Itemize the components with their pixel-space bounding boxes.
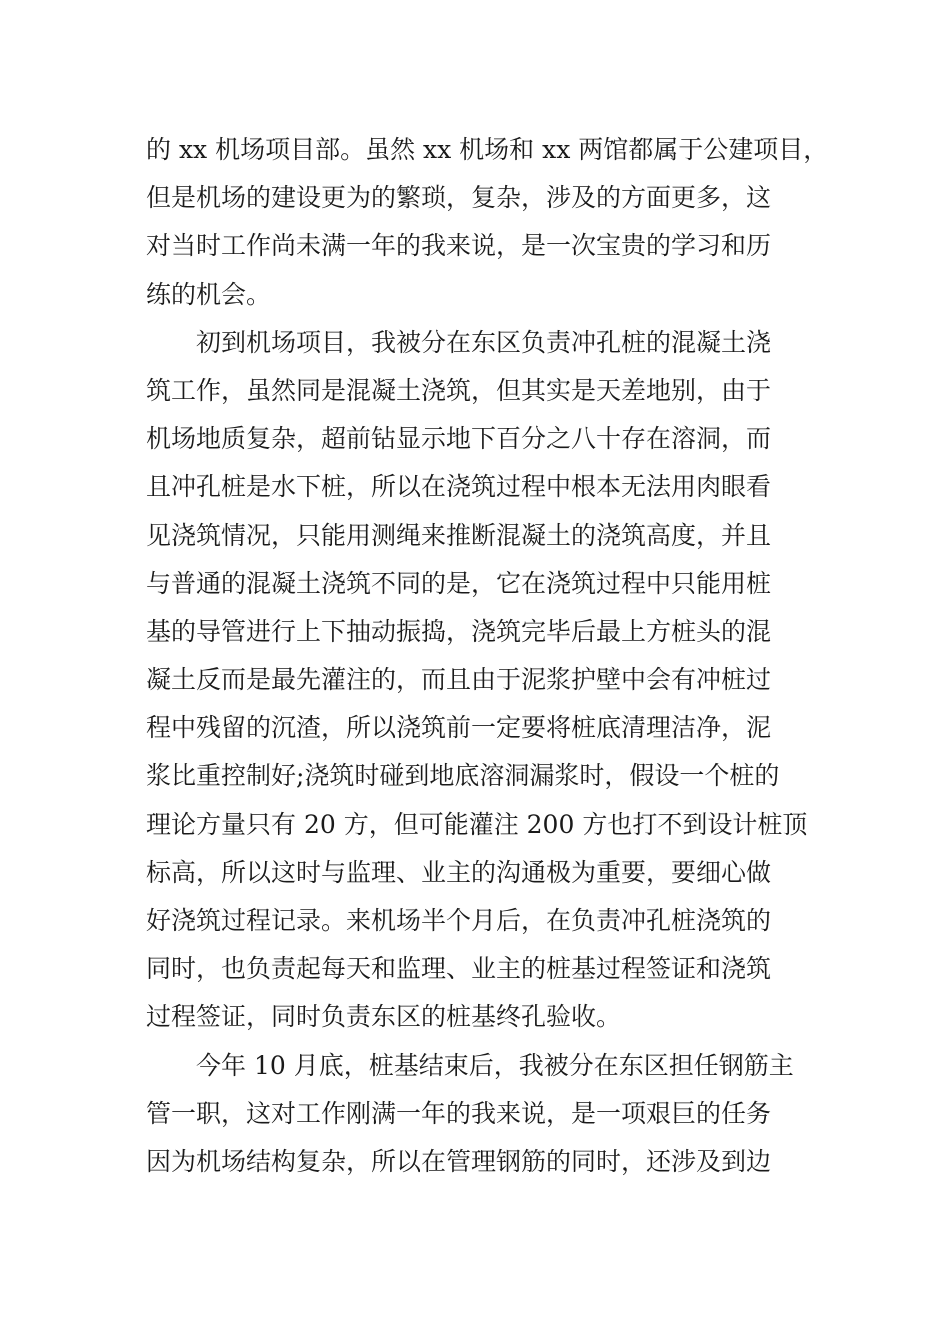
paragraph-1 (146, 126, 829, 319)
text-line: 好浇筑过程记录。来机场半个月后，在负责冲孔桩浇筑的 (146, 906, 772, 935)
text-line: 同时，也负责起每天和监理、业主的桩基过程签证和浇筑 (146, 954, 772, 984)
text-line: 理论方量只有 20 方，但可能灌注 200 方也打不到设计桩顶 (146, 809, 808, 839)
text-line: 今年 10 月底，桩基结束后，我被分在东区担任钢筋主 (196, 1050, 794, 1080)
paragraph-2 (146, 319, 818, 1042)
text-line: 初到机场项目，我被分在东区负责冲孔桩的混凝土浇 (196, 327, 772, 357)
text-line: 管一职，这对工作刚满一年的我来说，是一项艰巨的任务 (146, 1098, 772, 1128)
text-line: 见浇筑情况，只能用测绳来推断混凝土的浇筑高度，并且 (146, 520, 772, 550)
text-line: 标高，所以这时与监理、业主的沟通极为重要，要细心做 (146, 857, 772, 887)
paragraph-3 (146, 1042, 818, 1187)
text-line: 机场地质复杂，超前钻显示地下百分之八十存在溶洞，而 (146, 424, 772, 454)
text-line: 基的导管进行上下抽动振捣，浇筑完毕后最上方桩头的混 (146, 616, 772, 646)
text-line: 与普通的混凝土浇筑不同的是，它在浇筑过程中只能用桩 (146, 568, 772, 598)
text-line: 且冲孔桩是水下桩，所以在浇筑过程中根本无法用肉眼看 (146, 472, 772, 502)
text-line: 筑工作，虽然同是混凝土浇筑，但其实是天差地别，由于 (146, 375, 772, 405)
text-line: 程中残留的沉渣，所以浇筑前一定要将桩底清理洁净，泥 (146, 713, 772, 743)
text-line: 对当时工作尚未满一年的我来说，是一次宝贵的学习和历 (146, 231, 772, 261)
text-line: 的 xx 机场项目部。虽然 xx 机场和 xx 两馆都属于公建项目， (146, 135, 829, 164)
text-line: 因为机场结构复杂，所以在管理钢筋的同时，还涉及到边 (146, 1146, 772, 1176)
text-line: 练的机会。 (146, 279, 272, 309)
text-line: 过程签证，同时负责东区的桩基终孔验收。 (146, 1002, 622, 1032)
text-line: 但是机场的建设更为的繁琐，复杂，涉及的方面更多，这 (146, 183, 772, 213)
text-line: 浆比重控制好;浇筑时碰到地底溶洞漏浆时，假设一个桩的 (146, 761, 780, 791)
text-line: 凝土反而是最先灌注的，而且由于泥浆护壁中会有冲桩过 (146, 665, 772, 695)
body-text (146, 126, 829, 1186)
